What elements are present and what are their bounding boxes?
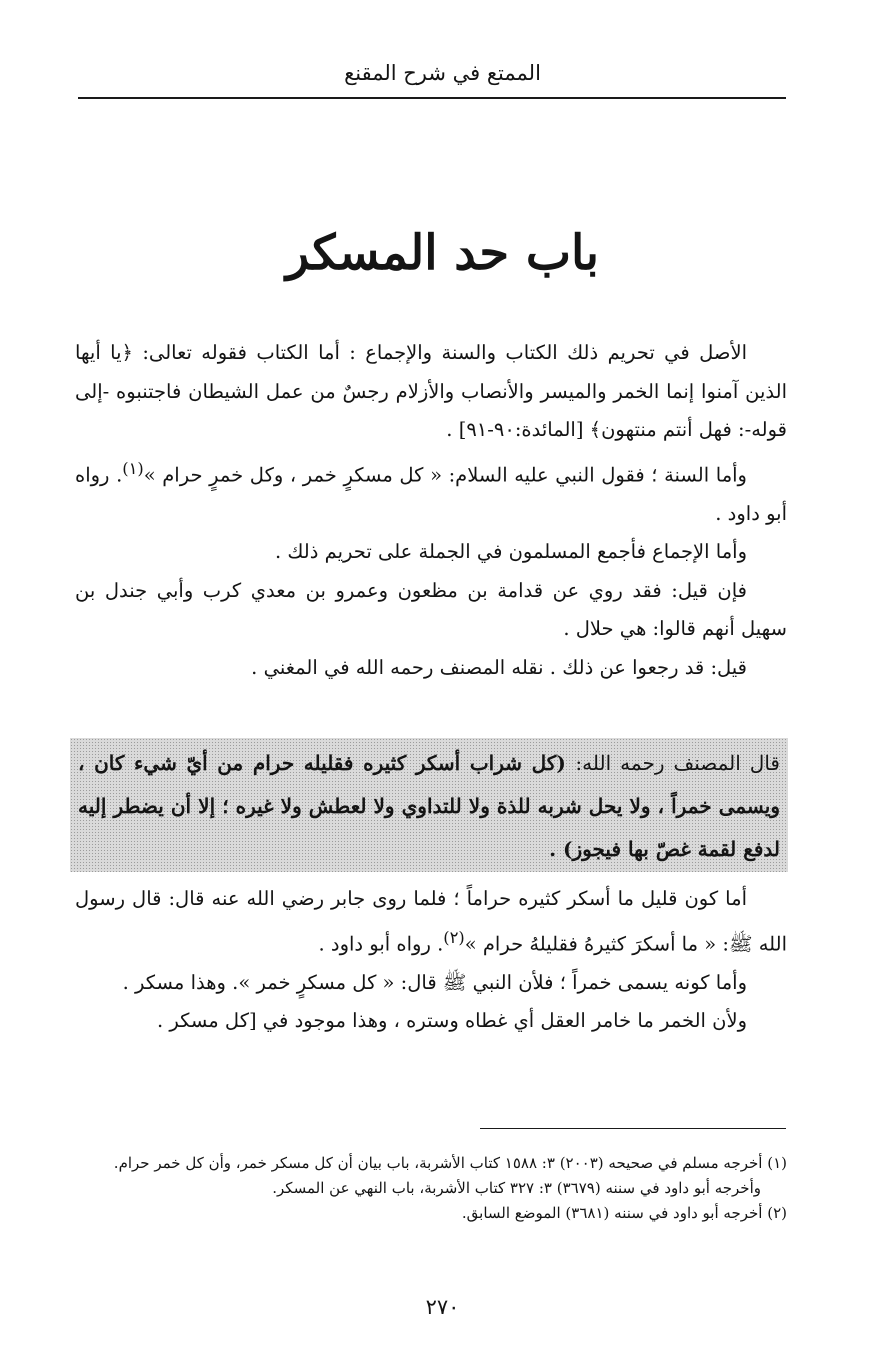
running-head: الممتع في شرح المقنع: [344, 61, 541, 85]
footnotes: [75, 1151, 787, 1226]
footnote-ref-1: (١): [122, 458, 144, 478]
footnote-1: (١) أخرجه مسلم في صحيحه (٢٠٠٣) ٣: ١٥٨٨ كتاب الأشربة، باب بيان أن كل مسكر خمر، وأن كل خمر حرام.: [113, 1154, 787, 1172]
commentary-text-2: [75, 880, 787, 1041]
page-number: ٢٧٠: [425, 1295, 460, 1319]
footnote-1-continued: وأخرجه أبو داود في سننه (٣٦٧٩) ٣: ٣٢٧ كتاب الأشربة، باب النهي عن المسكر.: [272, 1179, 761, 1197]
paragraph-objection: فإن قيل: فقد روي عن قدامة بن مظعون وعمرو بن معدي كرب وأبي جندل بن سهيل أنهم قالوا: هي حلال .: [75, 578, 787, 640]
matn-text: [70, 738, 788, 871]
footnote-2: (٢) أخرجه أبو داود في سننه (٣٦٨١) الموضع السابق.: [461, 1204, 787, 1222]
paragraph-named-khamr: وأما كونه يسمى خمراً ؛ فلأن النبي ﷺ قال: « كل مسكرٍ خمر ». وهذا مسكر .: [122, 970, 747, 994]
paragraph-khamr-definition: ولأن الخمر ما خامر العقل أي غطاه وستره ، وهذا موجود في [كل مسكر .: [156, 1009, 747, 1032]
matn-lead: قال المصنف رحمه الله:: [575, 751, 780, 775]
jabir-text: أما كون قليل ما أسكر كثيره حراماً ؛ فلما روى جابر رضي الله عنه قال: قال رسول الله ﷺ: « ما أسكرَ كثيرهُ فقليلهُ حرام »: [75, 887, 787, 955]
matn-body: (كل شراب أسكر كثيره فقليله حرام من أيّ شيء كان ، ويسمى خمراً ، ولا يحل شربه للذة ولا للتداوي ولا لعطش ولا غيره ؛ إلا أن يضطر إليه لدفع لقمة غصّ بها فيجوز) .: [78, 751, 780, 861]
paragraph-sunnah-evidence: [75, 450, 787, 534]
footnote-ref-2: (٢): [443, 927, 465, 947]
header-rule: [78, 97, 786, 99]
sunnah-text: وأما السنة ؛ فقول النبي عليه السلام: « كل مسكرٍ خمر ، وكل خمرٍ حرام »: [143, 463, 747, 486]
sunnah-end: . رواه أبو داود .: [75, 463, 787, 525]
commentary-text: [75, 334, 787, 687]
paragraph-quran-evidence: الأصل في تحريم ذلك الكتاب والسنة والإجماع : أما الكتاب فقوله تعالى: ﴿يا أيها الذين آمنوا إنما الخمر والميسر والأنصاب والأزلام رجسٌ من عمل الشيطان فاجتنبوه -إلى قوله-: فهل أنتم منتهون﴾ [المائدة:٩٠-٩١] .: [75, 341, 787, 441]
paragraph-reply: قيل: قد رجعوا عن ذلك . نقله المصنف رحمه الله في المغني .: [251, 655, 747, 679]
chapter-title: باب حد المسكر: [286, 225, 599, 281]
footnote-rule: [480, 1128, 786, 1129]
jabir-end: . رواه أبو داود .: [318, 932, 444, 955]
matn-highlight-box: [70, 738, 788, 872]
paragraph-ijma: وأما الإجماع فأجمع المسلمون في الجملة على تحريم ذلك .: [274, 540, 747, 563]
paragraph-jabir-hadith: [75, 880, 787, 964]
